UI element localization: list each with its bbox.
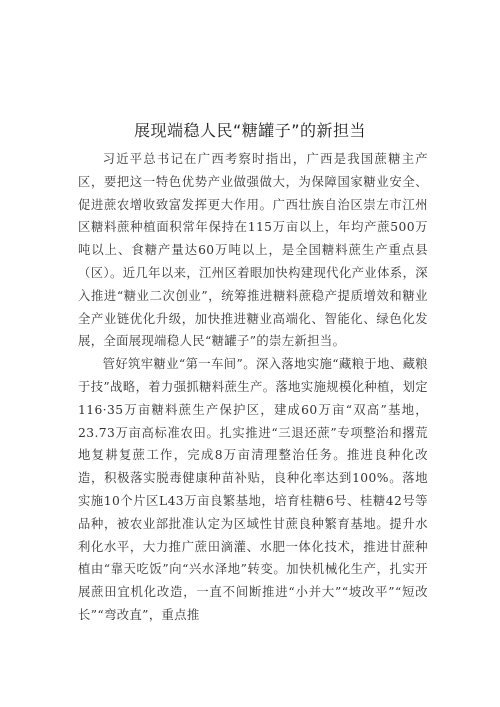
document-title: 展现端稳人民“糖罐子”的新担当 [133, 121, 367, 140]
paragraph-first-workshop: 管好筑牢糖业“第一车间”。深入落地实施“藏粮于地、藏粮于技”战略，着力强抓糖料蔗生产。落地实施规模化种植，划定116·35万亩糖料蔗生产保护区，建成60万亩“双高”基地，23.73万亩高标准农田。扎实推进“三退还蔗”专项整治和撂荒地复耕复蔗工作，完成8万亩清理整治任务。推进良种化改造，积极落实脱毒健康种苗补贴，良种化率达到100%。落地实施10个片区L43万亩良繁基地，培育桂糖6号、桂糖42号等品种，被农业部批准认定为区域性甘蔗良种繁育基地。提升水利化水平，大力推广蔗田滴灌、水肥一体化技术，推进甘蔗种植由“靠天吃饭”向“兴水泽地”转变。加快机械化生产，扎实开展蔗田宜机化改造，一直不间断推进“小并大”“坡改平”“短改长”“弯改直”，重点推 [78, 357, 428, 622]
document-body [78, 148, 428, 627]
paragraph-intro: 习近平总书记在广西考察时指出，广西是我国蔗糖主产区，要把这一特色优势产业做强做大，为保障国家糖业安全、促进蔗农增收致富发挥更大作用。广西壮族自治区崇左市江州区糖料蔗种植面积常年保持在115万亩以上，年均产蔗500万吨以上、食糖产量达60万吨以上，是全国糖料蔗生产重点县（区）。近几年以来，江州区着眼加快构建现代化产业体系，深入推进“糖业二次创业”，统筹推进糖料蔗稳产提质增效和糖业全产业链优化升级，加快推进糖业高端化、智能化、绿色化发展，全面展现端稳人民“糖罐子”的崇左新担当。 [78, 152, 428, 349]
